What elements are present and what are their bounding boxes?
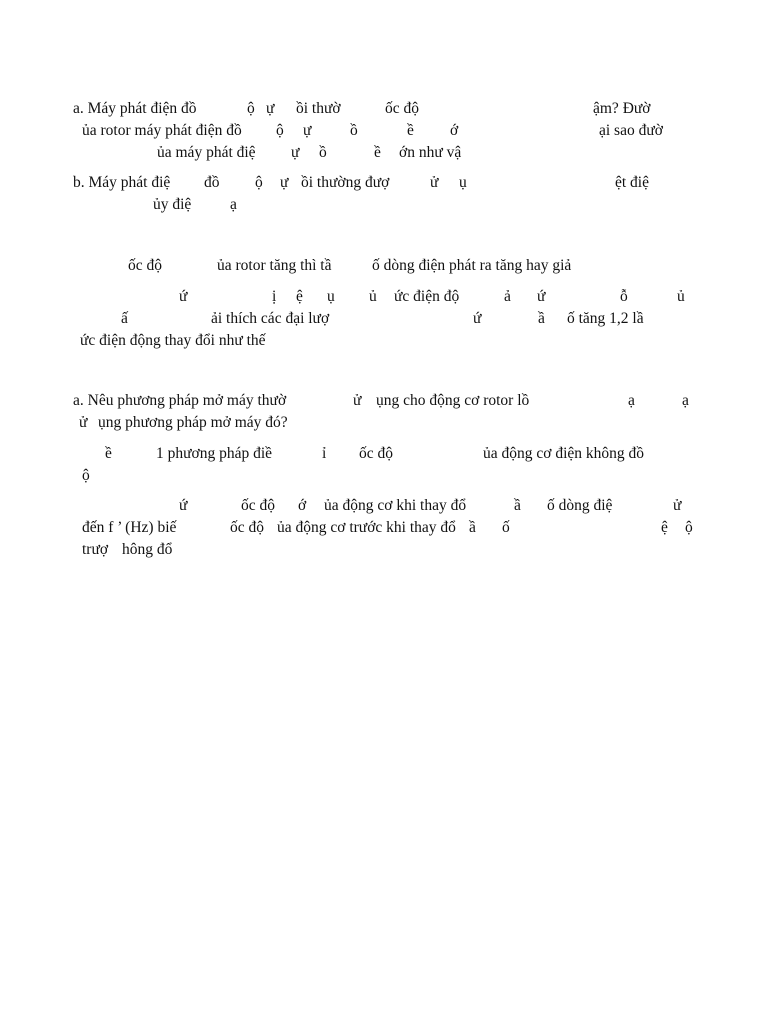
q3a-line1 [0,390,768,412]
text-fragment: ộ [276,122,284,139]
q1a-line2 [0,120,768,142]
text-fragment: ớ [298,497,307,514]
text-fragment: ệ [296,288,303,305]
q2b-line1 [0,286,768,308]
text-fragment: ự [291,144,300,161]
text-fragment: ứ [179,497,188,514]
text-fragment: ụng cho động cơ rotor lồ [376,392,530,409]
text-fragment: ụ [459,174,467,191]
text-fragment: ố dòng điện phát ra tăng hay giả [372,257,572,274]
q1b-line1 [0,172,768,194]
text-fragment: ủa rotor máy phát điện đồ [82,122,242,139]
text-fragment: ức điện độ [394,288,460,305]
text-fragment: ồi thường đượ [301,174,390,191]
q3c-line1 [0,495,768,517]
text-fragment: 1 phương pháp điề [156,445,273,462]
text-fragment: ị [272,288,277,305]
text-fragment: ự [280,174,289,191]
text-fragment: đồ [204,174,220,191]
text-fragment: ộ [685,519,693,536]
text-fragment: ậm? Đườ [593,100,651,117]
text-fragment: ốc độ [385,100,420,117]
q3b-line2 [0,465,768,487]
q3b-line1 [0,443,768,465]
text-fragment: ấ [121,310,128,327]
text-fragment: ả [504,288,511,305]
q3a-line2 [0,412,768,434]
q2a-line1 [0,255,768,277]
text-fragment: ộ [82,467,90,484]
q1a-line3 [0,142,768,164]
q3c-line2 [0,517,768,539]
text-fragment: ồ [350,122,358,139]
text-fragment: ớn như vậ [399,144,462,161]
text-fragment: ự [303,122,312,139]
text-fragment: ử [353,392,362,409]
text-fragment: ề [374,144,381,161]
text-fragment: đến f ’ (Hz) biế [82,519,177,536]
text-fragment: b. Máy phát điệ [73,174,171,191]
text-fragment: ụ [327,288,335,305]
q3c-line3 [0,539,768,561]
text-fragment: ốc độ [230,519,265,536]
text-fragment: ỉ [322,445,327,462]
text-fragment: ủa động cơ khi thay đổ [324,497,467,514]
text-fragment: ạ [682,392,689,409]
text-fragment: trượ [82,541,109,558]
text-fragment: ồ [319,144,327,161]
text-fragment: ử [673,497,682,514]
text-fragment: ố dòng điệ [547,497,613,514]
text-fragment: hông đổ [122,541,173,558]
text-fragment: ủy điệ [153,196,192,213]
text-fragment: ố tăng 1,2 lầ [567,310,644,327]
text-fragment: ử [79,414,88,431]
text-fragment: ốc độ [359,445,394,462]
text-fragment: ộ [247,100,255,117]
text-fragment: ạ [628,392,635,409]
q1b-line2 [0,194,768,216]
text-fragment: ầ [538,310,545,327]
text-fragment: ề [105,445,112,462]
text-fragment: ớ [450,122,459,139]
text-fragment: ề [407,122,414,139]
text-fragment: ứ [473,310,482,327]
text-fragment: ại sao đườ [599,122,663,139]
text-fragment: ứ [537,288,546,305]
text-fragment: ủ [369,288,377,305]
text-fragment: ự [266,100,275,117]
q2b-line3 [0,330,768,352]
text-fragment: ệt điệ [615,174,649,191]
text-fragment: ạ [230,196,237,213]
text-fragment: ệ [661,519,668,536]
text-fragment: ủa động cơ trước khi thay đổ [277,519,456,536]
q1a-line1 [0,98,768,120]
text-fragment: ốc độ [241,497,276,514]
text-fragment: ộ [255,174,263,191]
q2b-line2 [0,308,768,330]
text-fragment: a. Nêu phương pháp mở máy thườ [73,392,287,409]
text-fragment: ầ [469,519,476,536]
text-fragment: ủa động cơ điện không đồ [483,445,645,462]
text-fragment: ố [502,519,510,536]
text-fragment: ủa rotor tăng thì tầ [217,257,332,274]
text-fragment: ầ [514,497,521,514]
text-fragment: ứ [179,288,188,305]
text-fragment: ỗ [620,288,628,305]
text-fragment: a. Máy phát điện đồ [73,100,197,117]
text-fragment: ử [430,174,439,191]
text-fragment: ốc độ [128,257,163,274]
text-fragment: ức điện động thay đổi như thế [80,332,266,349]
text-fragment: ụng phương pháp mở máy đó? [98,414,288,431]
text-fragment: ải thích các đại lượ [211,310,330,327]
text-fragment: ủ [677,288,685,305]
text-fragment: ủa máy phát điệ [157,144,256,161]
text-fragment: ồi thườ [296,100,341,117]
